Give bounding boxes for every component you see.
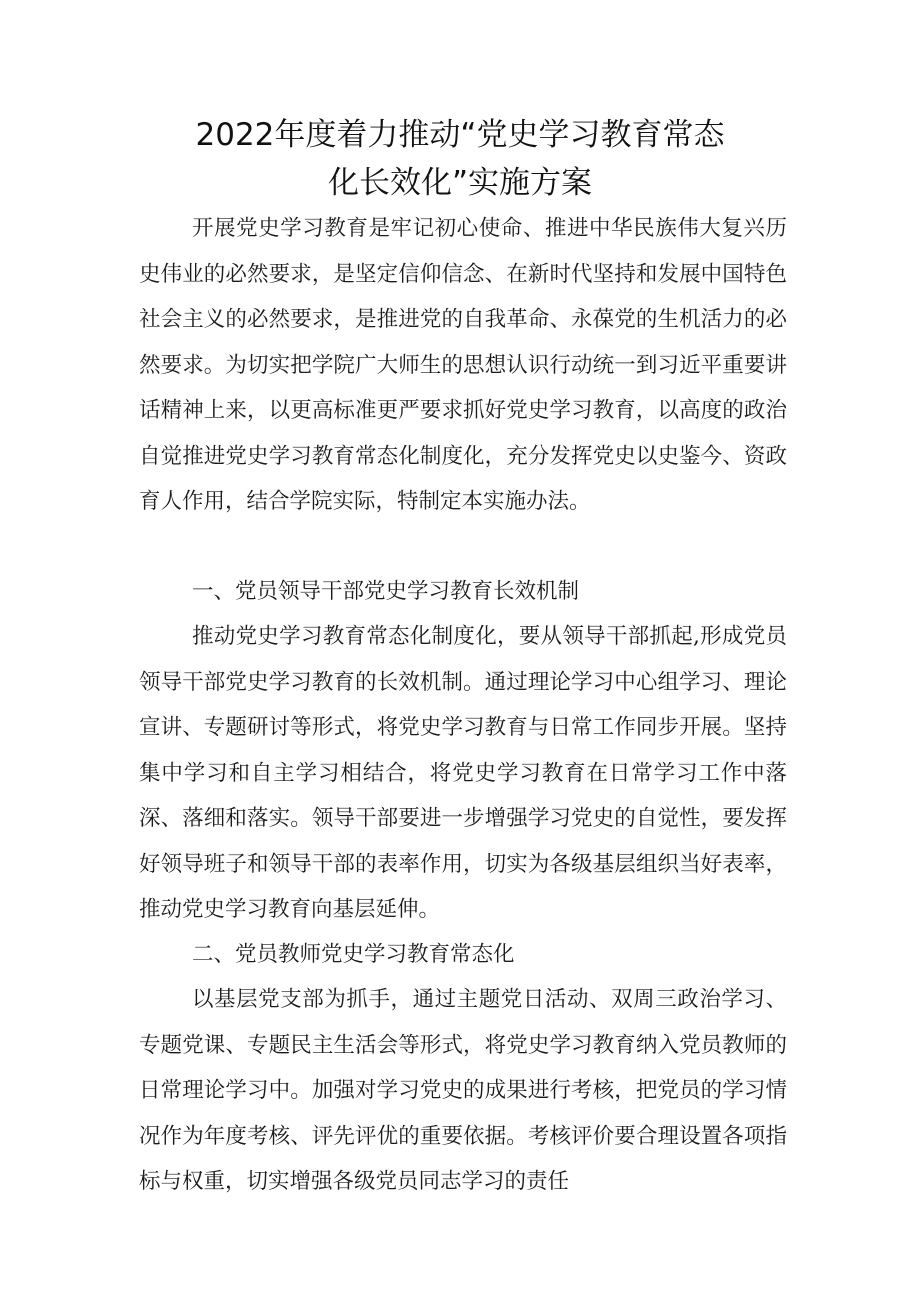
section-heading-1: 一、党员领导干部党史学习教育长效机制 — [192, 579, 580, 604]
section-heading-2: 二、党员教师党史学习教育常态化 — [192, 942, 515, 967]
body-paragraph-section-2: 以基层党支部为抓手，通过主题党日活动、双周三政治学习、专题党课、专题民主生活会等形式，将党史学习教育纳入党员教师的日常理论学习中。加强对学习党史的成果进行考核，把党员的学习情况作为年度考核、评先评优的重要依据。考核评价要合理设置各项指标与权重，切实增强各级党员同志学习的责任 — [139, 987, 787, 1194]
document-title-line-2: 化长效化”实施方案 — [327, 165, 593, 201]
body-paragraph-section-1: 推动党史学习教育常态化制度化，要从领导干部抓起,形成党员领导干部党史学习教育的长效机制。通过理论学习中心组学习、理论宣讲、专题研讨等形式，将党史学习教育与日常工作同步开展。坚持集中学习和自主学习相结合，将党史学习教育在日常学习工作中落深、落细和落实。领导干部要进一步增强学习党史的自觉性，要发挥好领导班子和领导干部的表率作用，切实为各级基层组织当好表率，推动党史学习教育向基层延伸。 — [139, 624, 787, 922]
document-title-line-1: 2022年度着力推动“党史学习教育常态 — [195, 117, 725, 153]
body-paragraph-intro: 开展党史学习教育是牢记初心使命、推进中华民族伟大复兴历史伟业的必然要求，是坚定信仰信念、在新时代坚持和发展中国特色社会主义的必然要求，是推进党的自我革命、永葆党的生机活力的必然要求。为切实把学院广大师生的思想认识行动统一到习近平重要讲话精神上来，以更高标准更严要求抓好党史学习教育，以高度的政治自觉推进党史学习教育常态化制度化，充分发挥党史以史鉴今、资政育人作用，结合学院实际，特制定本实施办法。 — [139, 216, 787, 514]
